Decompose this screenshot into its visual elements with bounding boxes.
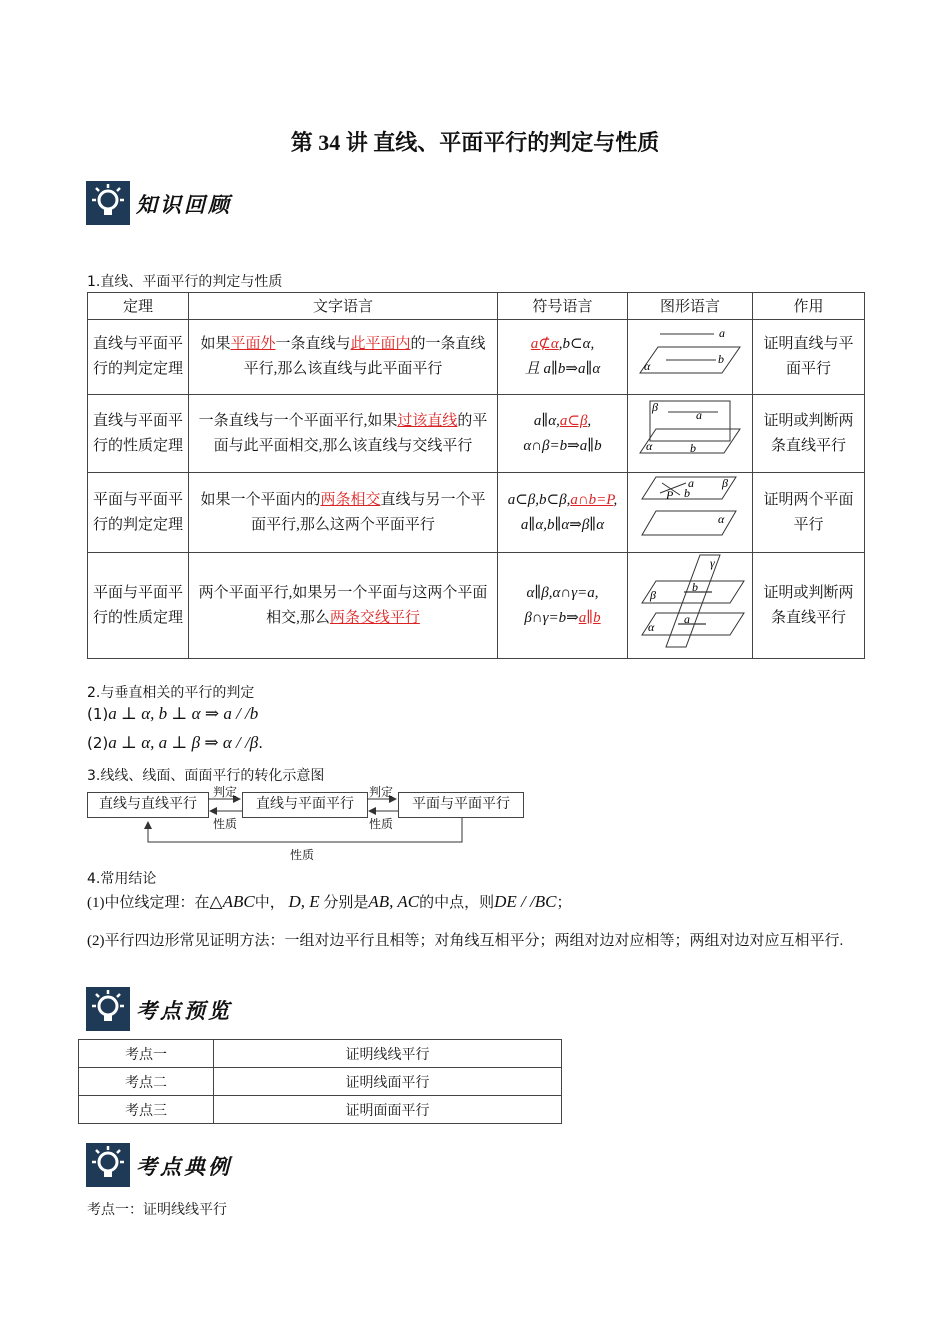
example-heading: 考点一：证明线线平行: [87, 1202, 227, 1218]
section1-heading: 1.直线、平面平行的判定与性质: [87, 274, 283, 290]
table-row: [79, 1040, 562, 1068]
preview-label: 考点三: [79, 1096, 214, 1124]
svg-text:b: b: [718, 351, 724, 366]
col-header: 图形语言: [628, 293, 753, 320]
theorem-cell: 直线与平面平行的性质定理: [88, 395, 189, 473]
svg-text:β: β: [722, 476, 728, 490]
section4-heading: 4.常用结论: [87, 871, 157, 887]
page-title: 第 34 讲 直线、平面平行的判定与性质: [290, 130, 660, 155]
line-plane-parallel-figure: [636, 323, 744, 383]
svg-text:β: β: [652, 400, 658, 414]
use-cell: 证明或判断两条直线平行: [753, 553, 865, 659]
section2-heading: 2.与垂直相关的平行的判定: [87, 685, 255, 701]
flow-label-prop: 性质: [213, 817, 238, 831]
line-plane-property-figure: [636, 397, 744, 461]
use-cell: 证明或判断两条直线平行: [753, 395, 865, 473]
use-cell: 证明直线与平面平行: [753, 320, 865, 395]
preview-value: 证明线面平行: [214, 1068, 562, 1096]
parallelogram-methods: (2)平行四边形常见证明方法：一组对边平行且相等；对角线互相平分；两组对边对应相等；两组对边对应互相平行.: [87, 933, 844, 949]
theorem-cell: 平面与平面平行的性质定理: [88, 553, 189, 659]
table-header-row: [88, 293, 865, 320]
section3-heading: 3.线线、线面、面面平行的转化示意图: [87, 768, 325, 784]
preview-label: 考点二: [79, 1068, 214, 1096]
svg-text:a: a: [688, 476, 694, 490]
flow-box-line-plane: 直线与平面平行: [242, 792, 368, 818]
plane-plane-judgement-figure: [636, 473, 744, 543]
figure-cell: [628, 553, 753, 659]
figure-cell: [628, 320, 753, 395]
svg-text:γ: γ: [710, 556, 715, 570]
col-header: 定理: [88, 293, 189, 320]
text-cell: 如果平面外一条直线与此平面内的一条直线平行,那么该直线与此平面平行: [189, 320, 498, 395]
label-a: a: [719, 325, 725, 340]
flow-box-plane-plane: 平面与平面平行: [398, 792, 524, 818]
lightbulb-icon: [86, 181, 130, 225]
symbol-cell: a⊄α,b⊂α, 且 a∥b⇒a∥α: [498, 320, 628, 395]
svg-text:β: β: [650, 588, 656, 602]
symbol-cell: α∥β,α∩γ=a, β∩γ=b⇒a∥b: [498, 553, 628, 659]
table-row: [88, 553, 865, 659]
preview-label: 考点一: [79, 1040, 214, 1068]
section-banner-review: [86, 181, 286, 225]
col-header: 文字语言: [189, 293, 498, 320]
lightbulb-icon: [86, 1143, 130, 1187]
flow-box-line-line: 直线与直线平行: [87, 792, 209, 818]
lightbulb-icon: [86, 987, 130, 1031]
banner-label: 考点典例: [136, 1154, 232, 1179]
figure-cell: [628, 473, 753, 553]
svg-text:α: α: [644, 358, 651, 373]
col-header: 符号语言: [498, 293, 628, 320]
svg-text:b: b: [692, 580, 698, 594]
svg-text:α: α: [646, 439, 653, 453]
knowledge-table: [87, 292, 865, 659]
svg-text:a: a: [684, 612, 690, 626]
svg-text:b: b: [690, 441, 696, 455]
svg-text:α: α: [648, 620, 655, 634]
section2-item-2: (2)a ⊥ α, a ⊥ β ⇒ α / /β.: [87, 733, 263, 752]
theorem-cell: 直线与平面平行的判定定理: [88, 320, 189, 395]
symbol-cell: a⊂β,b⊂β,a∩b=P, a∥α,b∥α⇒β∥α: [498, 473, 628, 553]
plane-plane-property-figure: [634, 553, 746, 649]
flow-label-prop: 性质: [369, 817, 394, 831]
table-row: [88, 395, 865, 473]
figure-cell: [628, 395, 753, 473]
svg-text:b: b: [684, 486, 690, 500]
svg-text:α: α: [718, 512, 725, 526]
preview-value: 证明线线平行: [214, 1040, 562, 1068]
table-row: [88, 320, 865, 395]
section-banner-preview: [86, 987, 286, 1031]
text-cell: 两个平面平行,如果另一个平面与这两个平面相交,那么两条交线平行: [189, 553, 498, 659]
midline-theorem: (1)中位线定理：在△ABC中， D, E 分别是AB, AC的中点，则DE / /BC；: [87, 892, 572, 911]
col-header: 作用: [753, 293, 865, 320]
svg-text:P: P: [666, 488, 674, 502]
preview-value: 证明面面平行: [214, 1096, 562, 1124]
preview-table: [78, 1039, 562, 1124]
banner-label: 考点预览: [136, 998, 232, 1023]
flow-label-prop-bottom: 性质: [290, 848, 315, 862]
flow-label-judge: 判定: [213, 785, 238, 799]
table-row: [79, 1068, 562, 1096]
flow-label-judge: 判定: [369, 785, 394, 799]
symbol-cell: a∥α,a⊂β, α∩β=b⇒a∥b: [498, 395, 628, 473]
text-cell: 一条直线与一个平面平行,如果过该直线的平面与此平面相交,那么该直线与交线平行: [189, 395, 498, 473]
table-row: [88, 473, 865, 553]
svg-text:a: a: [696, 408, 702, 422]
use-cell: 证明两个平面平行: [753, 473, 865, 553]
text-cell: 如果一个平面内的两条相交直线与另一个平面平行,那么这两个平面平行: [189, 473, 498, 553]
table-row: [79, 1096, 562, 1124]
theorem-cell: 平面与平面平行的判定定理: [88, 473, 189, 553]
banner-label: 知识回顾: [136, 192, 232, 217]
section-banner-examples: [86, 1143, 286, 1187]
section2-item-1: (1)a ⊥ α, b ⊥ α ⇒ a / /b: [87, 704, 259, 723]
